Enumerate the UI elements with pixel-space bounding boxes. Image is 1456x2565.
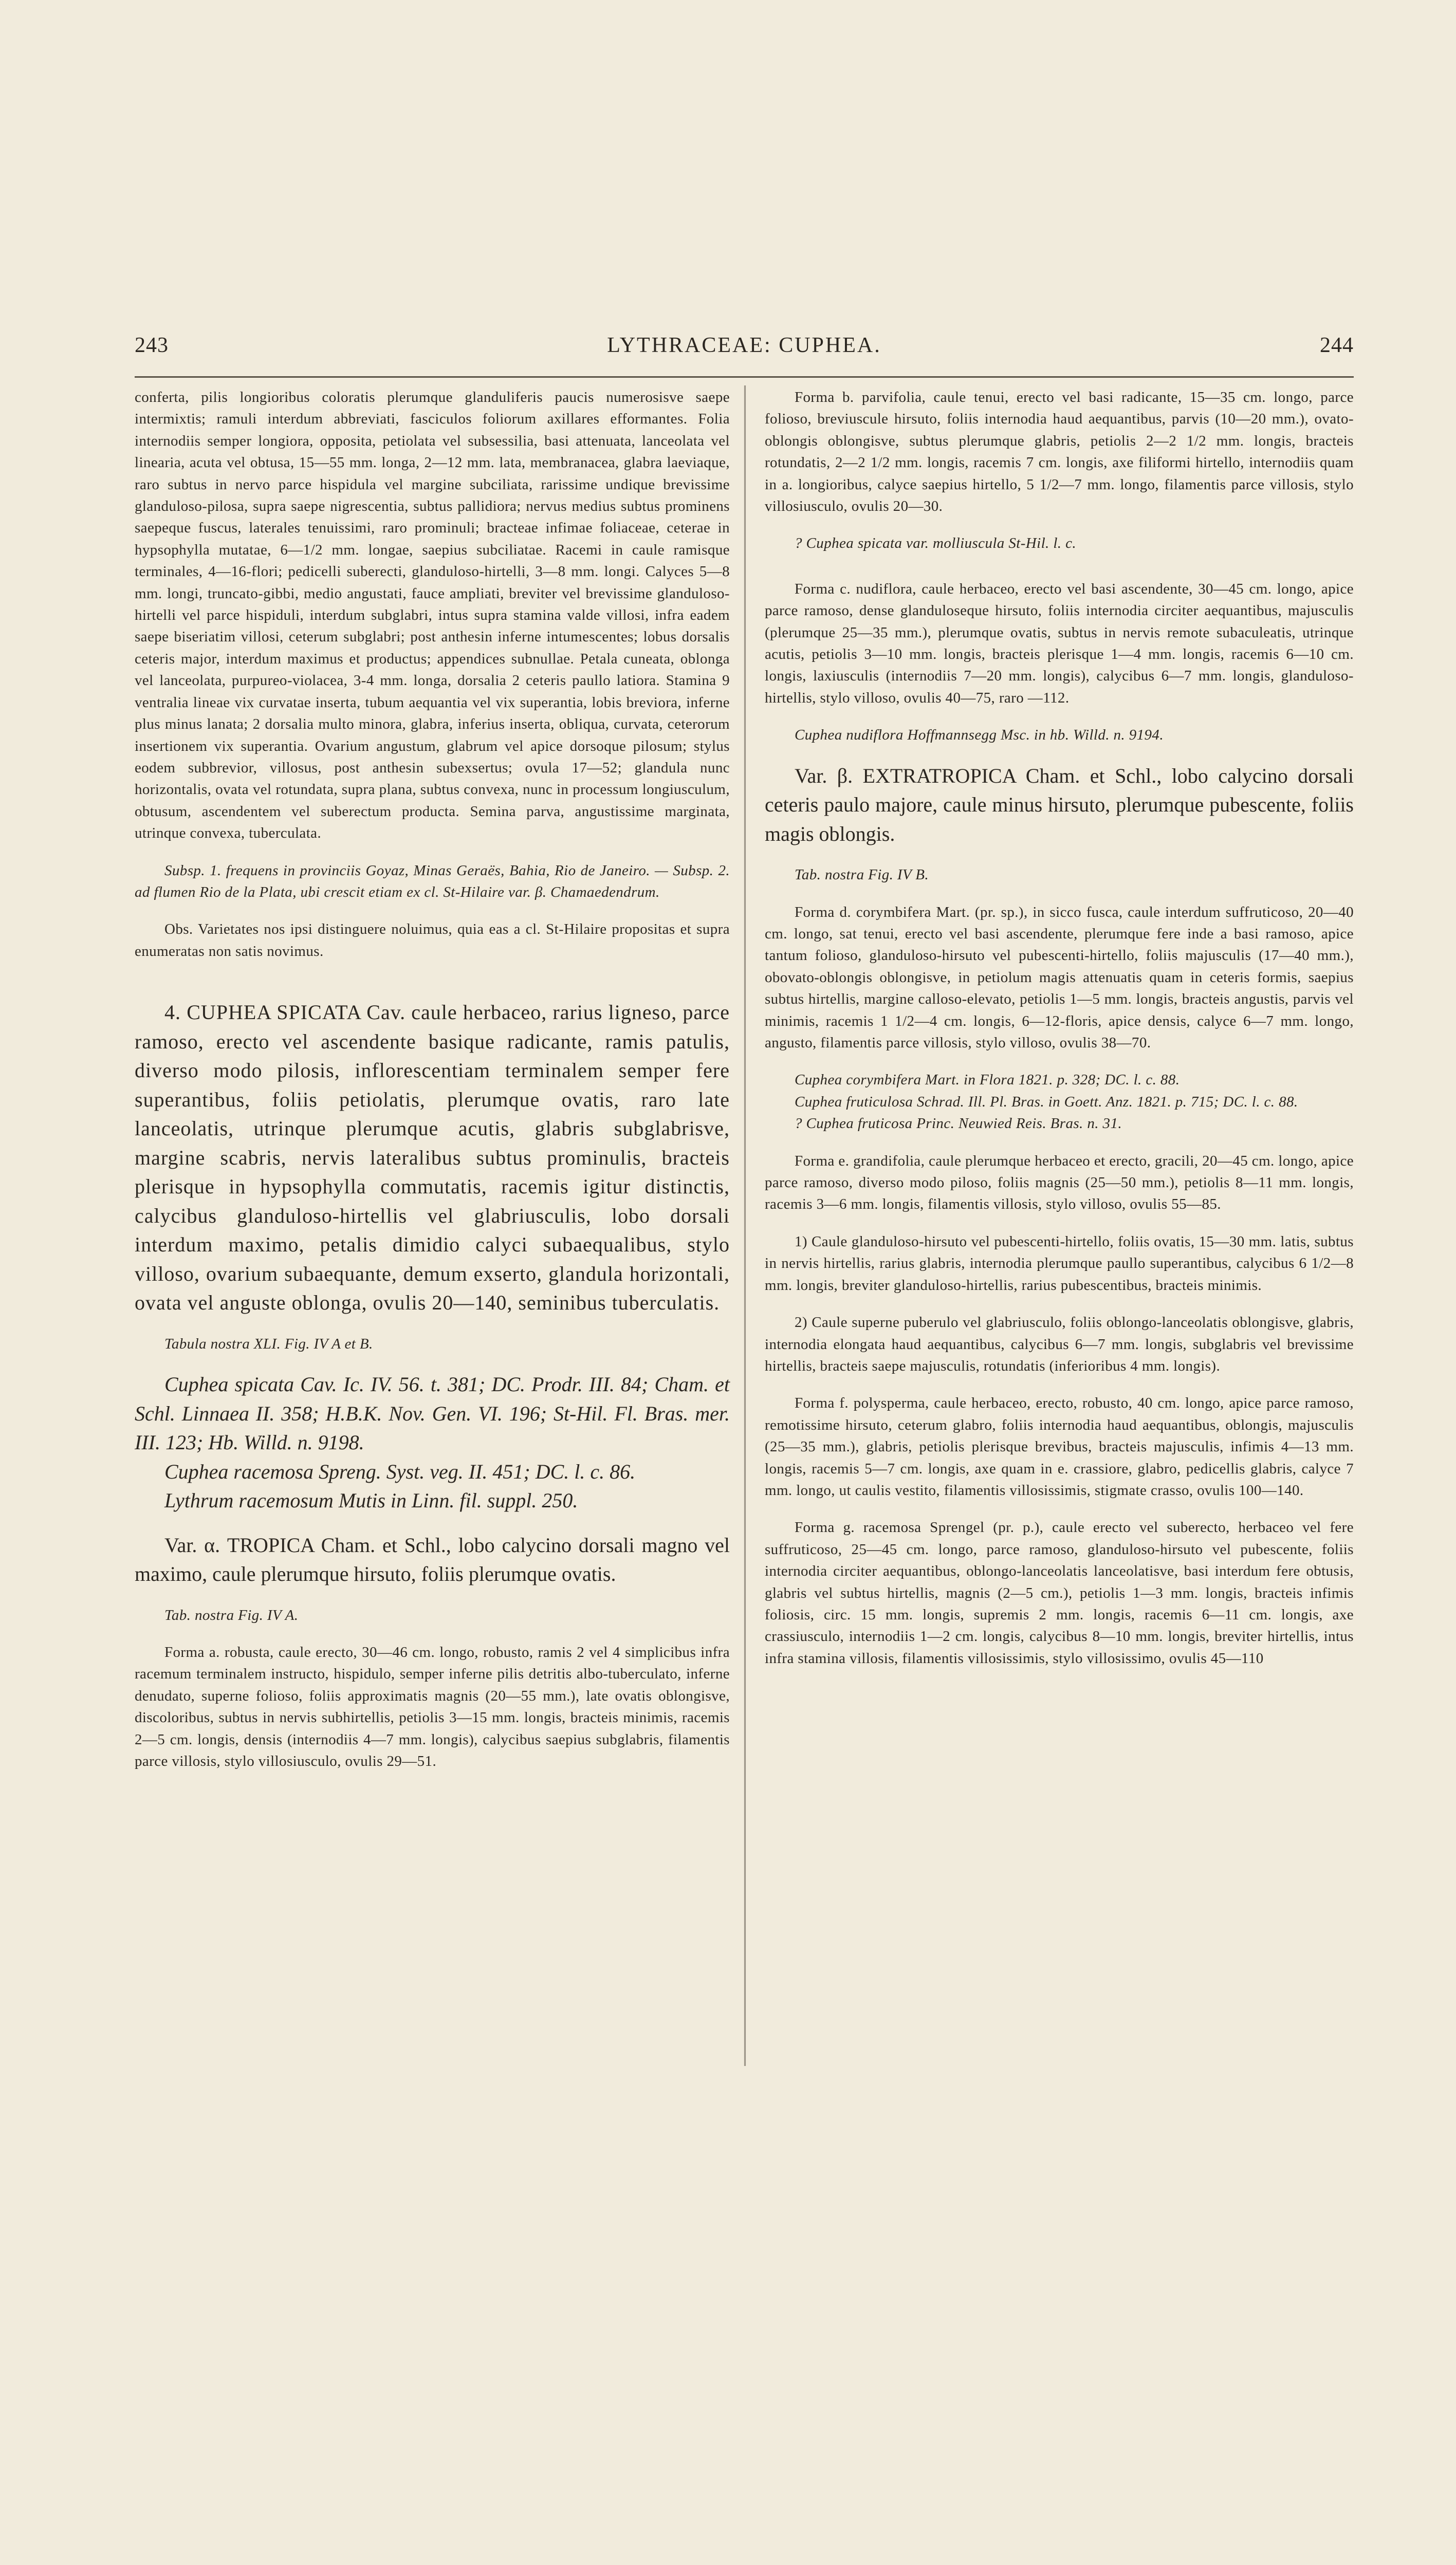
synonym-2: Cuphea racemosa Spreng. Syst. veg. II. 451; DC. l. c. 86. bbox=[164, 1460, 636, 1483]
variety-beta: Var. β. EXTRATROPICA Cham. et Schl., lobo calycino dorsali ceteris paulo majore, caule minus hirsuto, plerumque pubescente, foliis magis oblongis. bbox=[765, 764, 1354, 845]
forma-b: Forma b. parvifolia, caule tenui, erecto vel basi radicante, 15—35 cm. longo, parce folioso, breviuscule hirsuto, foliis internodia haud aequantibus, parvis (10—20 mm.), ovato-oblongis oblongisve, subtus plerumque glabris, petiolis 2—2 1/2 mm. longis, bracteis rotundatis, 2—2 1/2 mm. longis, racemis 7 cm. longis, axe filiformi hirtello, internodiis quam in a. longioribus, calyce saepius hirtello, 5 1/2—7 mm. longo, filamentis parce villosis, stylo villosiusculo, ovulis 20—30. bbox=[765, 389, 1354, 515]
forma-a: Forma a. robusta, caule erecto, 30—46 cm. longo, robusto, ramis 2 vel 4 simplicibus infra racemum terminalem instructo, hispidulo, semper inferne pilis detritis albo-tuberculato, inferne denudato, superne folioso, foliis approximatis magnis (20—55 mm.), late ovatis oblongisve, discoloribus, subtus in nervis subhirtellis, petiolis 3—15 mm. longis, bracteis minimis, racemis 2—5 cm. longis, densis (internodiis 4—7 mm. longis), calycibus saepius subglabris, filamentis parce villosis, stylo villosiusculo, ovulis 29—51. bbox=[135, 1644, 730, 1769]
synonym-1: Cuphea spicata Cav. Ic. IV. 56. t. 381; DC. Prodr. III. 84; Cham. et Schl. Linnaea II. 358; H.B.K. Nov. Gen. VI. 196; St-Hil. Fl. Bras. mer. III. 123; Hb. Willd. n. 9198. bbox=[135, 1373, 730, 1454]
description-paragraph: conferta, pilis longioribus coloratis plerumque glanduliferis paucis numerosisve saepe intermixtis; ramuli interdum abbreviati, fasciculos foliorum axillares efformantes. Folia internodiis semper longiora, opposita, petiolata vel subsessilia, basi attenuata, lanceolata vel linearia, acuta vel obtusa, 15—55 mm. longa, 2—12 mm. lata, membranacea, glabra laeviaque, raro subtus in nervo parce hispidula vel margine subciliata, rarissime undique brevissime glanduloso-pilosa, supra saepe nigrescentia, subtus pallidiora; nervus medius subtus prominens saepeque fuscus, laterales tenuissimi, raro prominuli; bracteae infimae foliaceae, ceterae in hypsophylla mutatae, 6—1/2 mm. longae, saepius subciliatae. Racemi in caule ramisque terminales, 4—16-flori; pedicelli suberecti, glanduloso-hirtelli, 3—8 mm. longi. Calyces 5—8 mm. longi, truncato-gibbi, medio angustati, fauce ampliati, breviter vel brevissime glanduloso-hirtelli vel parce hispiduli, interdum subglabri, intus supra stamina valde villosi, infra eadem saepe biseriatim villosi, ceterum subglabri; post anthesin inferne intumescentes; lobus dorsalis ceteris major, interdum maximus et productus; appendices subnullae. Petala cuneata, oblonga vel lanceolata, purpureo-violacea, 3-4 mm. longa, dorsalia 2 ceteris paullo latiora. Stamina 9 ventralia lineae vix curvatae inserta, tubum aequantia vel vix superantia, lobis breviora, inferne plus minus lanata; 2 dorsalia multo minora, glabra, inferius inserta, obliqua, curvata, ceterorum insertionem vix superantia. Ovarium angustum, glabrum vel apice dorsoque pilosum; stylus eodem subbrevior, villosus, post anthesin subexsertus; ovula 17—52; glandula nunc horizontalis, ovata vel rotundata, supra plana, subtus convexa, nunc in processum longiusculum, obtusum, ascendentem vel suberectum producta. Semina parva, angustissime marginata, utrinque convexa, tuberculata. bbox=[135, 389, 730, 842]
running-title: LYTHRACEAE: CUPHEA. bbox=[607, 334, 881, 357]
forma-d: Forma d. corymbifera Mart. (pr. sp.), in sicco fusca, caule interdum suffruticoso, 20—40 cm. longo, sat tenui, erecto vel basi ascendente, plerumque fere inde a basi ramoso, apice tantum folioso, glanduloso-hirsuto vel pubescenti-hirtello, foliis majusculis (17—40 mm.), obovato-oblongis oblongisve, in petiolum magis attenuatis quam in ceteris formis, saepius subtus hirtellis, margine calloso-elevato, petiolis 1—5 mm. longis, bracteis angustis, parvis vel minimis, racemis 1 1/2—4 cm. longis, 6—12-floris, apice densis, calyce 6—7 mm. longo, angusto, filamentis parce villosis, stylo villoso, ovulis 38—70. bbox=[765, 903, 1354, 1051]
forma-e: Forma e. grandifolia, caule plerumque herbaceo et erecto, gracili, 20—45 cm. longo, apice parce ramoso, diverso modo piloso, foliis magnis (25—50 mm.), petiolis 8—11 mm. longis, racemis 3—6 mm. longis, filamentis villosis, stylo villoso, ovulis 55—85. bbox=[765, 1152, 1354, 1213]
forma-c: Forma c. nudiflora, caule herbaceo, erecto vel basi ascendente, 30—45 cm. longo, apice parce ramoso, dense glanduloseque hirsuto, foliis internodia circiter aequantibus, majusculis (plerumque 25—35 mm.), plerumque ovatis, subtus in nervis remote subaculeatis, utrinque acutis, petiolis 3—10 mm. longis, bracteis plerisque 1—4 mm. longis, racemis 6—10 cm. longis, laxiusculis (internodiis 7—20 mm. longis), calycibus 6—7 mm. longis, glanduloso-hirtellis, stylo villoso, ovulis 40—75, raro —112. bbox=[765, 580, 1354, 706]
left-column bbox=[135, 386, 730, 1772]
citation-d3: ? Cuphea fruticosa Princ. Neuwied Reis. Bras. n. 31. bbox=[795, 1115, 1122, 1132]
species-heading: 4. CUPHEA SPICATA Cav. caule herbaceo, rarius ligneso, parce ramoso, erecto vel ascendente basique radicante, ramis patulis, diverso modo pilosis, inflorescentiam terminalem semper fere superantibus, foliis petiolatis, plerumque ovatis, raro late lanceolatis, utrinque plerumque acutis, glabris subglabrisve, margine scabris, nervis lateralibus subtus prominulis, bracteis plerisque in hypsophylla commutatis, racemis igitur distinctis, calycibus glanduloso-hirtellis vel glabriusculis, lobo dorsali interdum maximo, petalis dimidio calyci subaequalibus, stylo villoso, ovarium subaequante, demum exserto, glandula horizontali, ovata vel anguste oblonga, ovulis 20—140, seminibus tuberculatis. bbox=[135, 1001, 730, 1315]
forma-e-subvariety-1: 1) Caule glanduloso-hirsuto vel pubescenti-hirtello, foliis ovatis, 15—30 mm. latis, subtus in nervis hirtellis, rarius glabris, internodia plerumque paullo superantibus, calycibus 6 1/2—8 mm. longis, breviter glanduloso-hirtellis, rarius pubescentibus, bracteis minimis. bbox=[765, 1233, 1354, 1294]
synonym-3: Lythrum racemosum Mutis in Linn. fil. suppl. 250. bbox=[164, 1489, 578, 1512]
right-column bbox=[765, 386, 1354, 1669]
citation-d2: Cuphea fruticulosa Schrad. Ill. Pl. Bras. in Goett. Anz. 1821. p. 715; DC. l. c. 88. bbox=[795, 1093, 1298, 1110]
forma-g: Forma g. racemosa Sprengel (pr. p.), caule erecto vel suberecto, herbaceo vel fere suffruticoso, 25—45 cm. longo, parce ramoso, glanduloso-hirsuto vel pubescente, foliis internodia circiter aequantibus, oblongo-lanceolatis lanceolatisve, basi interdum fere obtusis, glabris vel subtus hirtellis, magnis (2—5 cm.), petiolis 1—3 mm. longis, bracteis infimis foliosis, circ. 15 mm. longis, supremis 2 mm. longis, racemis 6—11 cm. longis, axe crassiusculo, internodiis 1—2 cm. longis, calycibus 8—10 mm. longis, breviter hirtellis, intus infra stamina villosis, filamentis villosissimis, stylo villosissimo, ovulis 45—110 bbox=[765, 1519, 1354, 1667]
forma-f: Forma f. polysperma, caule herbaceo, erecto, robusto, 40 cm. longo, apice parce ramoso, remotissime hirsuto, ceterum glabro, foliis internodia haud aequantibus, oblongis, majusculis (25—35 mm.), glabris, petiolis plerisque brevibus, bracteis majusculis, infimis 4—13 mm. longis, racemis 5—7 cm. longis, axe quam in e. crassiore, glabro, pedicellis glabris, calyce 7 mm. longo, ut caulis vestito, filamentis villosissimis, stigmate crasso, ovulis 100—140. bbox=[765, 1395, 1354, 1499]
header-rule bbox=[135, 376, 1354, 378]
citation-b: ? Cuphea spicata var. molliuscula St-Hil. l. c. bbox=[795, 535, 1077, 552]
citation-c: Cuphea nudiflora Hoffmannsegg Msc. in hb. Willd. n. 9194. bbox=[795, 727, 1164, 744]
figure-reference-b: Tab. nostra Fig. IV B. bbox=[795, 866, 929, 883]
plate-reference: Tabula nostra XLI. Fig. IV A et B. bbox=[164, 1335, 373, 1352]
variety-alpha: Var. α. TROPICA Cham. et Schl., lobo calycino dorsali magno vel maximo, caule plerumque hirsuto, foliis plerumque ovatis. bbox=[135, 1533, 730, 1586]
column-divider bbox=[744, 385, 746, 2066]
running-header bbox=[135, 333, 1354, 364]
forma-e-subvariety-2: 2) Caule superne puberulo vel glabriusculo, foliis oblongo-lanceolatis oblongisve, glabris, internodia elongata haud aequantibus, calycibus 6—7 mm. longis, subglabris vel brevissime hirtellis, bracteis saepe majusculis, rotundatis (inferioribus 4 mm. longis). bbox=[765, 1314, 1354, 1374]
page-number-right: 244 bbox=[1320, 334, 1354, 357]
figure-reference-a: Tab. nostra Fig. IV A. bbox=[164, 1607, 299, 1623]
page-number-left: 243 bbox=[135, 334, 169, 357]
subspecies-distribution: Subsp. 1. frequens in provinciis Goyaz, Minas Geraës, Bahia, Rio de Janeiro. — Subsp. 2. ad flumen Rio de la Plata, ubi crescit etiam ex cl. St-Hilaire var. β. Chamaedendrum. bbox=[135, 862, 730, 900]
observation-note: Obs. Varietates nos ipsi distinguere noluimus, quia eas a cl. St-Hilaire propositas et supra enumeratas non satis novimus. bbox=[135, 921, 730, 959]
citation-d1: Cuphea corymbifera Mart. in Flora 1821. p. 328; DC. l. c. 88. bbox=[795, 1072, 1180, 1088]
